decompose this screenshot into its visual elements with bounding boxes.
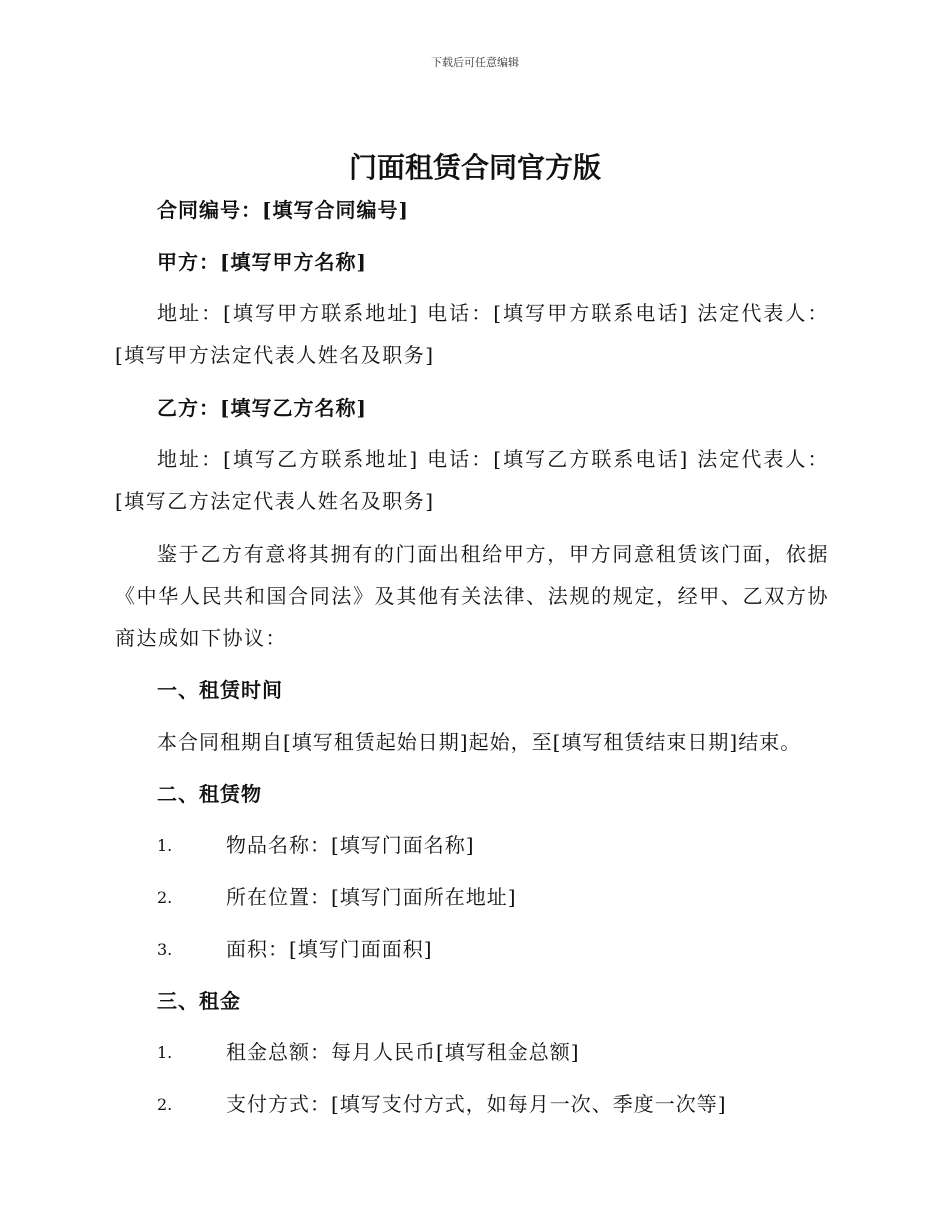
party-b-info: 地址：[填写乙方联系地址] 电话：[填写乙方联系电话] 法定代表人：[填写乙方法定代表人姓名及职务] (115, 447, 829, 513)
list-item-number: 2. (157, 1095, 173, 1114)
section-body: 本合同租期自[填写租赁起始日期]起始，至[填写租赁结束日期]结束。 (157, 730, 802, 754)
document-title: 门面租赁合同官方版 (348, 151, 601, 184)
list-item-number: 2. (157, 888, 173, 907)
list-item-text: 支付方式：[填写支付方式，如每月一次、季度一次等] (226, 1092, 727, 1116)
section-heading: 二、租赁物 (157, 782, 262, 806)
party-a-name: 甲方：[填写甲方名称] (157, 250, 367, 274)
list-item-text: 物品名称：[填写门面名称] (226, 833, 475, 857)
preamble-paragraph: 鉴于乙方有意将其拥有的门面出租给甲方，甲方同意租赁该门面，依据《中华人民共和国合同法》及其他有关法律、法规的规定，经甲、乙双方协商达成如下协议： (115, 542, 829, 650)
list-item-text: 面积：[填写门面面积] (226, 937, 433, 961)
contract-number: 合同编号：[填写合同编号] (157, 198, 409, 222)
list-item-number: 1. (157, 836, 173, 855)
list-item-text: 租金总额：每月人民币[填写租金总额] (226, 1040, 580, 1064)
header-note: 下载后可任意编辑 (431, 56, 519, 69)
party-b-name: 乙方：[填写乙方名称] (157, 396, 367, 420)
list-item-number: 3. (157, 940, 173, 959)
section-heading: 一、租赁时间 (157, 678, 283, 702)
list-item-number: 1. (157, 1043, 173, 1062)
party-a-info: 地址：[填写甲方联系地址] 电话：[填写甲方联系电话] 法定代表人：[填写甲方法定代表人姓名及职务] (115, 301, 829, 367)
section-heading: 三、租金 (157, 989, 241, 1013)
list-item-text: 所在位置：[填写门面所在地址] (226, 885, 517, 909)
